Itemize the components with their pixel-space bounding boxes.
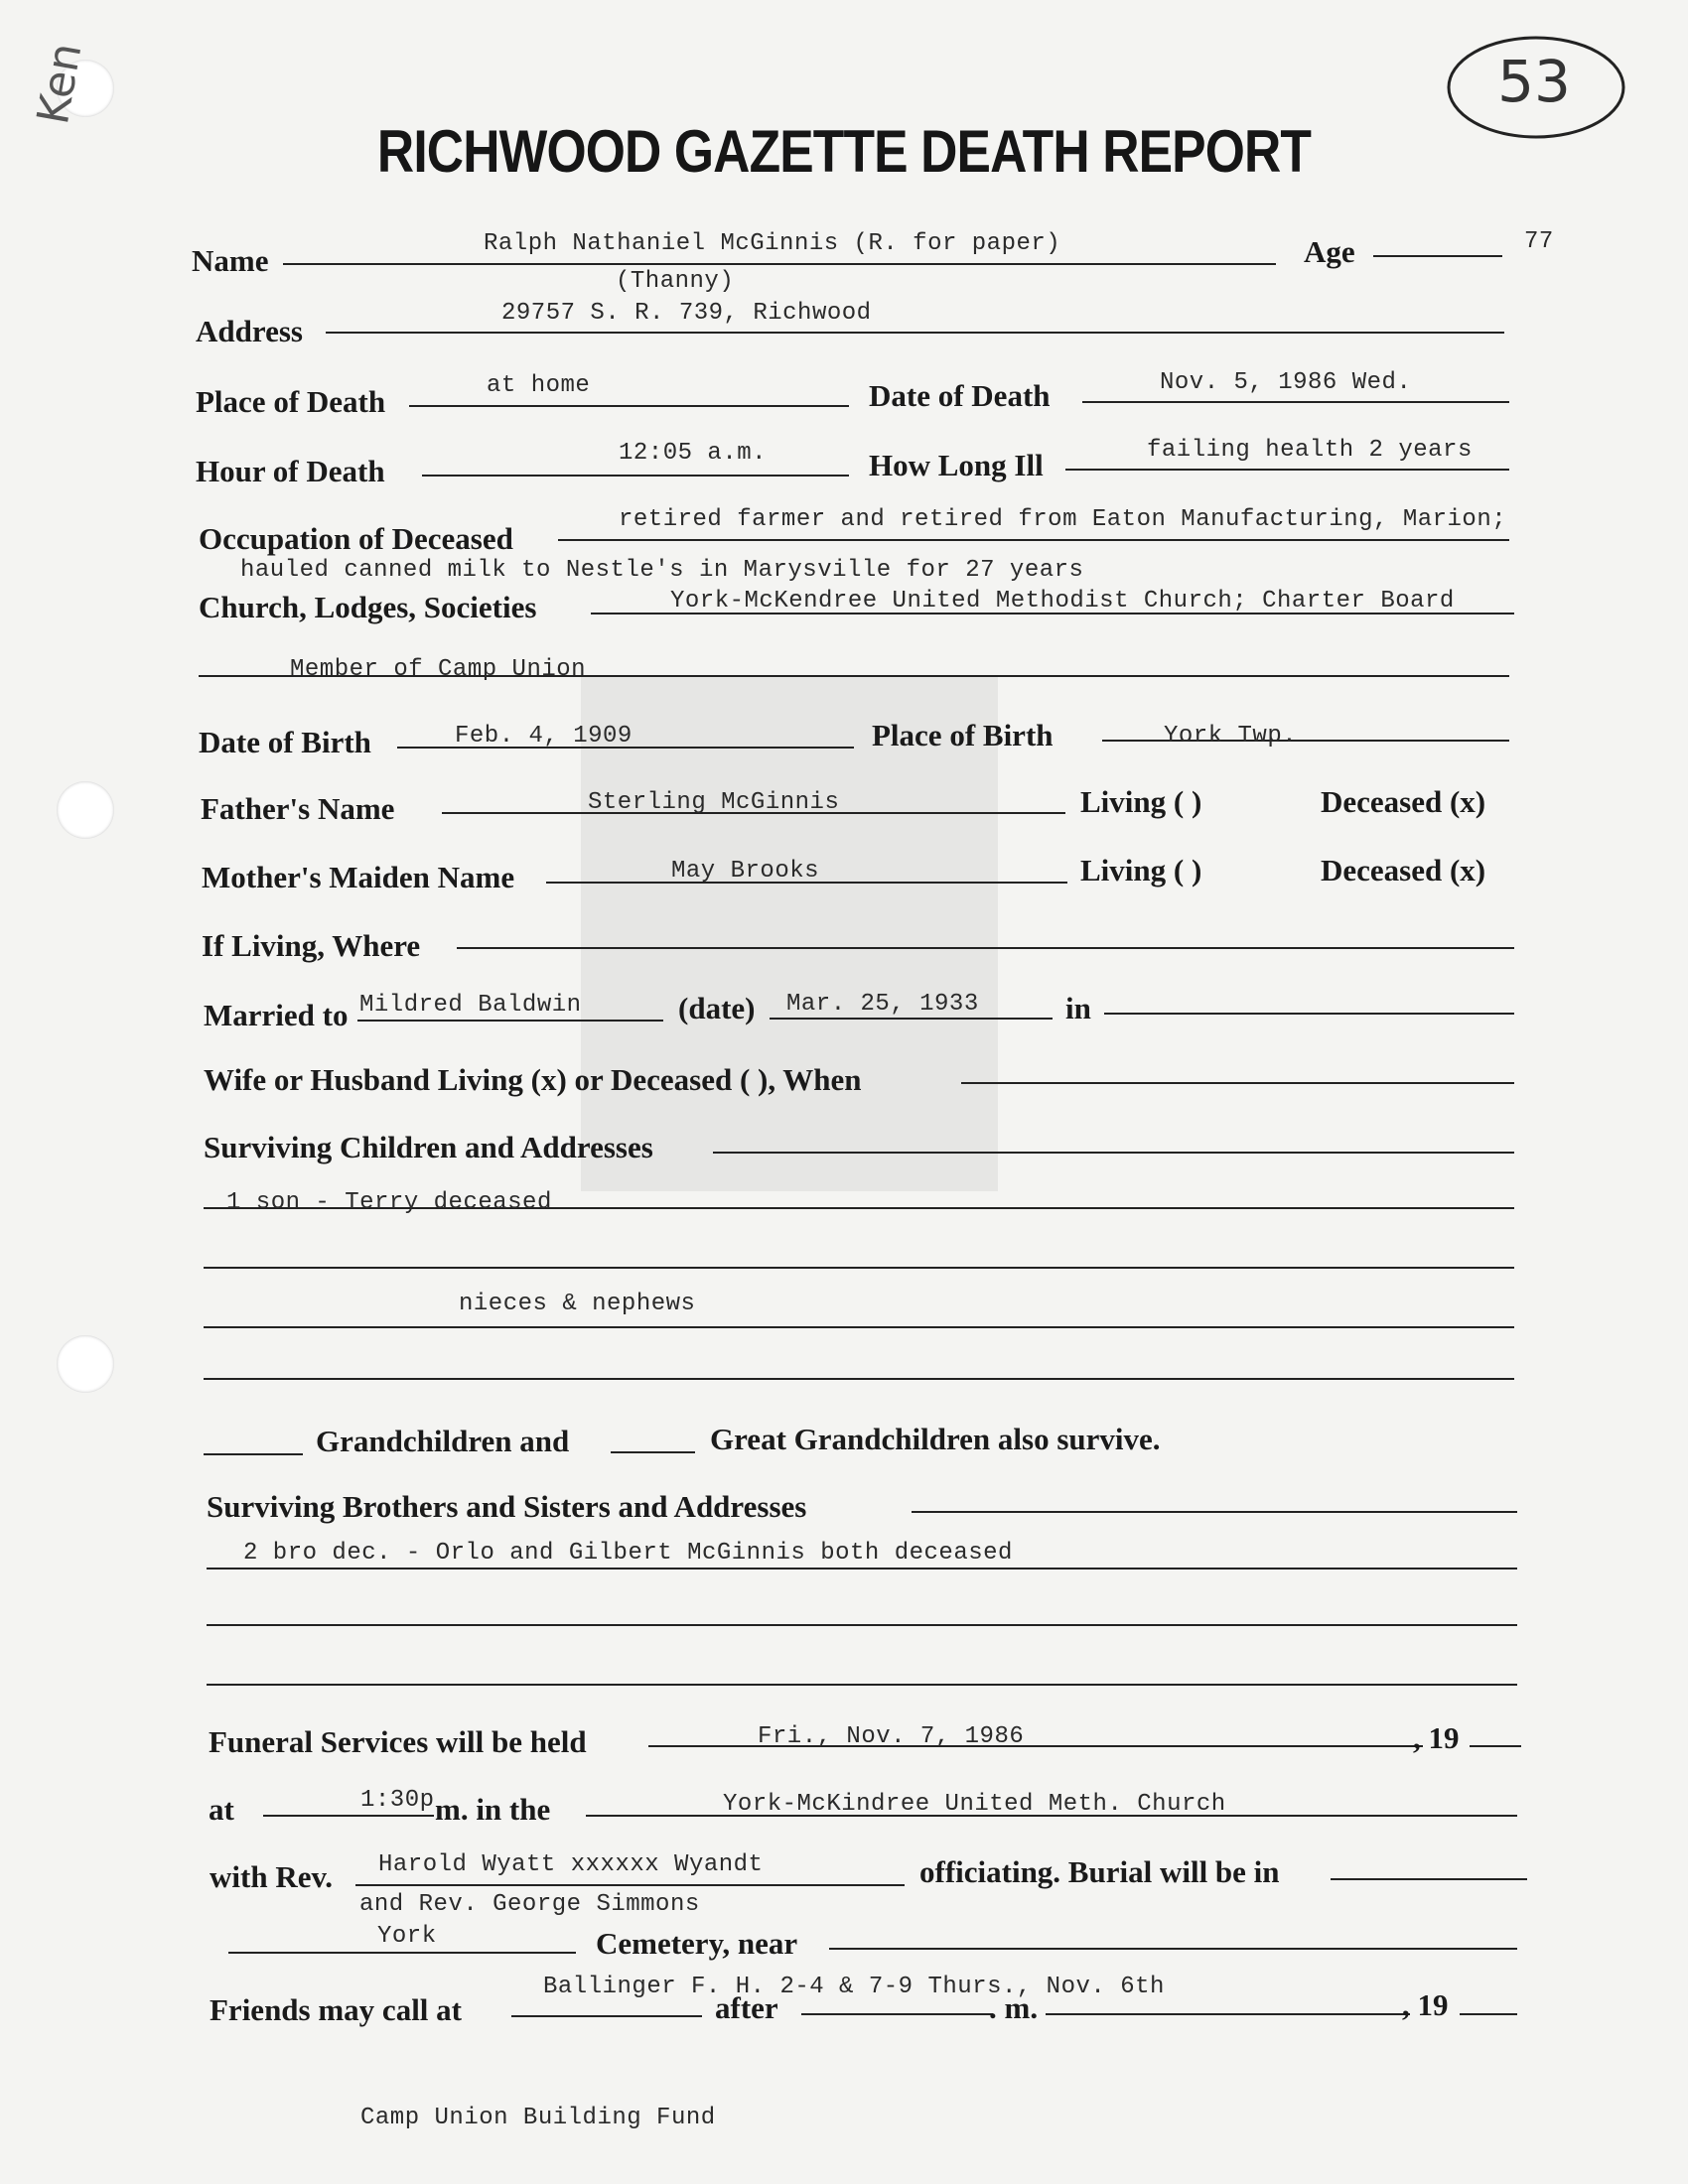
married-date-label: (date) bbox=[678, 991, 756, 1025]
page-number: 53 bbox=[1497, 48, 1571, 115]
funeral-label: Funeral Services will be held bbox=[209, 1724, 587, 1759]
friends-date-line bbox=[1046, 2013, 1410, 2015]
children-line-4 bbox=[204, 1378, 1514, 1380]
fathers-name-label: Father's Name bbox=[201, 791, 395, 826]
date-of-death-label: Date of Death bbox=[869, 378, 1051, 413]
hour-of-death-value: 12:05 a.m. bbox=[619, 440, 768, 467]
occupation-label: Occupation of Deceased bbox=[199, 521, 513, 556]
siblings-value-1: 2 bro dec. - Orlo and Gilbert McGinnis both deceased bbox=[243, 1540, 1013, 1567]
funeral-time-line bbox=[263, 1815, 434, 1817]
form-title: RICHWOOD GAZETTE DEATH REPORT bbox=[376, 118, 1312, 185]
siblings-line-2 bbox=[207, 1624, 1517, 1626]
after-label: after bbox=[715, 1990, 778, 2025]
children-line-2 bbox=[204, 1267, 1514, 1269]
footer-note: Camp Union Building Fund bbox=[360, 2105, 716, 2131]
nickname-value: (Thanny) bbox=[616, 268, 735, 295]
funeral-place-value: York-McKindree United Meth. Church bbox=[723, 1791, 1226, 1818]
place-of-birth-value: York Twp. bbox=[1164, 723, 1298, 750]
grandchildren-count-line bbox=[204, 1453, 303, 1455]
binder-hole-middle bbox=[57, 781, 114, 839]
children-line-3 bbox=[204, 1326, 1514, 1328]
m-in-the-label: m. in the bbox=[435, 1792, 551, 1827]
funeral-date-value: Fri., Nov. 7, 1986 bbox=[758, 1723, 1025, 1750]
great-grandchildren-label: Great Grandchildren also survive. bbox=[710, 1422, 1161, 1456]
binder-hole-bottom bbox=[57, 1335, 114, 1393]
place-of-death-label: Place of Death bbox=[196, 384, 386, 419]
children-value-1: 1 son - Terry deceased bbox=[226, 1189, 552, 1216]
married-to-label: Married to bbox=[204, 998, 349, 1032]
name-line bbox=[283, 263, 1276, 265]
burial-line bbox=[1331, 1878, 1527, 1880]
funeral-year-line bbox=[1470, 1745, 1521, 1747]
grandchildren-label: Grandchildren and bbox=[316, 1424, 570, 1458]
rev-value-1: Harold Wyatt xxxxxx Wyandt bbox=[378, 1851, 764, 1878]
rev-value-2: and Rev. George Simmons bbox=[359, 1891, 700, 1918]
rev-line bbox=[355, 1884, 905, 1886]
married-in-label: in bbox=[1065, 991, 1091, 1025]
mother-living-label: Living ( ) bbox=[1080, 853, 1202, 887]
church-value-1: York-McKendree United Methodist Church; Charter Board bbox=[670, 588, 1455, 614]
how-long-ill-value: failing health 2 years bbox=[1147, 437, 1473, 464]
address-value: 29757 S. R. 739, Richwood bbox=[501, 300, 872, 327]
place-of-death-value: at home bbox=[487, 372, 591, 399]
place-of-death-line bbox=[409, 405, 849, 407]
age-line bbox=[1373, 255, 1502, 257]
hour-of-death-label: Hour of Death bbox=[196, 454, 385, 488]
address-label: Address bbox=[196, 314, 303, 348]
friends-call-value: Ballinger F. H. 2-4 & 7-9 Thurs., Nov. 6th bbox=[543, 1974, 1165, 2000]
siblings-line-3 bbox=[207, 1684, 1517, 1686]
married-to-line bbox=[357, 1020, 663, 1022]
spouse-when-line bbox=[961, 1082, 1514, 1084]
date-of-death-line bbox=[1082, 401, 1509, 403]
address-line bbox=[326, 332, 1504, 334]
brothers-sisters-line bbox=[912, 1511, 1517, 1513]
church-label: Church, Lodges, Societies bbox=[199, 590, 537, 624]
occupation-line bbox=[558, 539, 1509, 541]
friends-call-label: Friends may call at bbox=[210, 1992, 462, 2027]
m-label: . m. bbox=[989, 1990, 1039, 2025]
with-rev-label: with Rev. bbox=[210, 1859, 333, 1894]
how-long-ill-line bbox=[1065, 469, 1509, 471]
date-of-death-value: Nov. 5, 1986 Wed. bbox=[1160, 369, 1412, 396]
married-in-line bbox=[1104, 1013, 1514, 1015]
officiating-label: officiating. Burial will be in bbox=[919, 1854, 1280, 1889]
place-of-birth-label: Place of Birth bbox=[872, 718, 1054, 752]
cemetery-near-line bbox=[829, 1948, 1517, 1950]
children-value-3: nieces & nephews bbox=[459, 1291, 696, 1317]
margin-note: Ken bbox=[28, 39, 92, 128]
friends-year-line bbox=[1460, 2013, 1517, 2015]
surviving-children-label: Surviving Children and Addresses bbox=[204, 1130, 653, 1164]
friends-year-label: , 19 bbox=[1402, 1987, 1449, 2022]
hour-of-death-line bbox=[422, 475, 849, 477]
friends-call-line bbox=[511, 2015, 702, 2017]
father-living-label: Living ( ) bbox=[1080, 784, 1202, 819]
if-living-where-line bbox=[457, 947, 1514, 949]
mother-deceased-label: Deceased (x) bbox=[1321, 853, 1486, 887]
cemetery-near-label: Cemetery, near bbox=[596, 1926, 798, 1961]
great-grandchildren-count-line bbox=[611, 1451, 695, 1453]
cemetery-line bbox=[228, 1952, 576, 1954]
married-to-value: Mildred Baldwin bbox=[359, 992, 582, 1019]
how-long-ill-label: How Long Ill bbox=[869, 448, 1044, 482]
date-of-birth-label: Date of Birth bbox=[199, 725, 371, 759]
funeral-time-value: 1:30p bbox=[360, 1787, 435, 1814]
fathers-name-value: Sterling McGinnis bbox=[588, 789, 840, 816]
age-label: Age bbox=[1304, 234, 1355, 269]
married-date-line bbox=[770, 1018, 1053, 1020]
mothers-name-value: May Brooks bbox=[671, 858, 820, 885]
married-date-value: Mar. 25, 1933 bbox=[786, 991, 979, 1018]
at-label: at bbox=[209, 1792, 234, 1827]
mothers-name-label: Mother's Maiden Name bbox=[202, 860, 515, 894]
occupation-value-1: retired farmer and retired from Eaton Manufacturing, Marion; bbox=[619, 506, 1507, 533]
cemetery-value: York bbox=[377, 1923, 437, 1950]
father-deceased-label: Deceased (x) bbox=[1321, 784, 1486, 819]
church-value-2: Member of Camp Union bbox=[290, 656, 587, 683]
surviving-children-line bbox=[713, 1152, 1514, 1154]
siblings-line-1 bbox=[207, 1568, 1517, 1570]
date-of-birth-value: Feb. 4, 1909 bbox=[455, 723, 633, 750]
after-line bbox=[801, 2013, 993, 2015]
name-label: Name bbox=[192, 243, 269, 278]
if-living-where-label: If Living, Where bbox=[202, 928, 421, 963]
age-value: 77 bbox=[1524, 228, 1554, 255]
funeral-year-label: , 19 bbox=[1413, 1720, 1460, 1755]
spouse-living-label: Wife or Husband Living (x) or Deceased ( ), When bbox=[204, 1062, 862, 1097]
brothers-sisters-label: Surviving Brothers and Sisters and Addresses bbox=[207, 1489, 807, 1524]
name-value: Ralph Nathaniel McGinnis (R. for paper) bbox=[484, 230, 1061, 257]
occupation-value-2: hauled canned milk to Nestle's in Marysville for 27 years bbox=[240, 557, 1084, 584]
